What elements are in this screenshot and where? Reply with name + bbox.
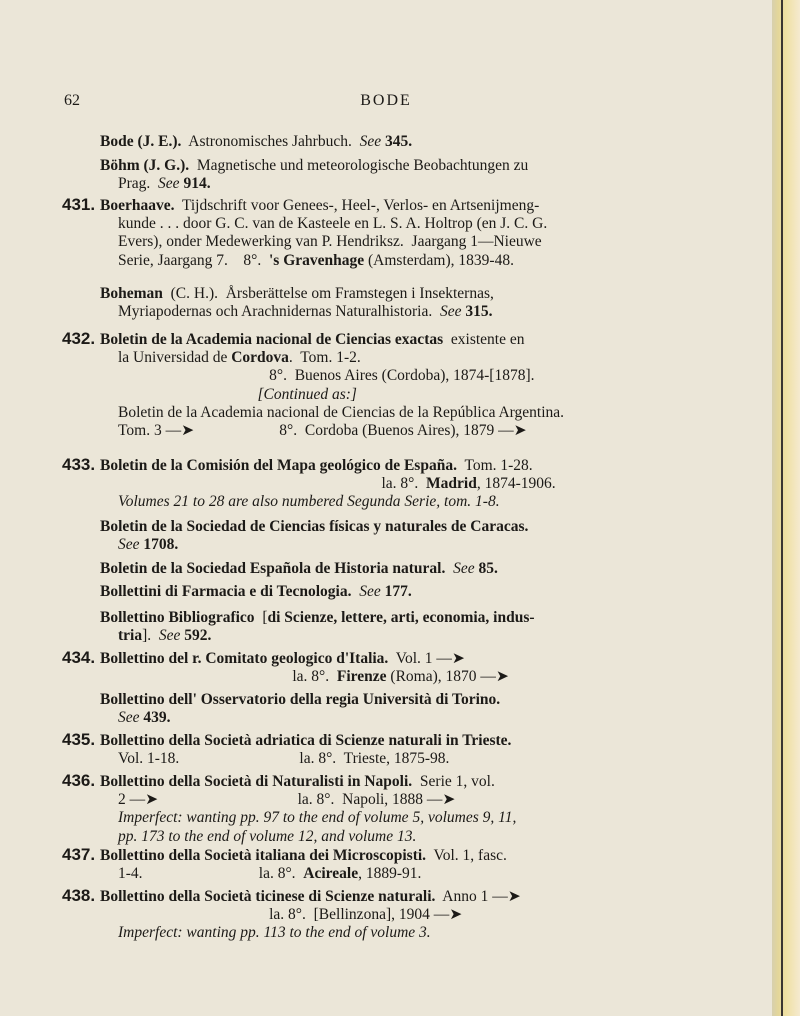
text-run: Tijdschrift voor Genees-, Heel-, Verlos- en Artsenijmeng- bbox=[174, 197, 540, 214]
text-run: See bbox=[439, 303, 462, 321]
entry-line bbox=[100, 331, 525, 349]
text-run: (Roma), 1870 —➤ bbox=[386, 668, 509, 686]
entry-line bbox=[118, 386, 357, 404]
text-run: tria bbox=[118, 627, 143, 645]
text-run: See bbox=[359, 133, 382, 150]
entry-line bbox=[100, 518, 528, 536]
text-run: la. 8°. bbox=[118, 475, 427, 493]
text-run: Bollettino del r. Comitato geologico d'Italia. bbox=[100, 650, 389, 667]
text-run: See bbox=[359, 583, 381, 600]
text-run: Böhm (J. G.). bbox=[100, 157, 190, 174]
entry-number: 436. bbox=[62, 771, 96, 790]
text-run: 177. bbox=[380, 583, 412, 600]
text-run: Vol. 1 —➤ bbox=[388, 650, 465, 667]
text-run: Imperfect: wanting pp. 97 to the end of volume 5, volumes 9, 11, bbox=[118, 809, 517, 827]
entry-line bbox=[118, 750, 449, 768]
text-run: Serie 1, vol. bbox=[412, 773, 495, 790]
text-run: (Amsterdam), 1839-48. bbox=[364, 251, 514, 269]
text-run: ]. bbox=[142, 627, 159, 645]
text-run: Boletin de la Academia nacional de Ciencias de la República Argentina. bbox=[118, 403, 565, 421]
entry-line bbox=[118, 215, 547, 233]
text-run: 's Gravenhage bbox=[268, 251, 365, 269]
text-run: Bollettino della Società di Naturalisti in Napoli. bbox=[100, 773, 413, 790]
text-run: Imperfect: wanting pp. 113 to the end of volume 3. bbox=[118, 924, 431, 942]
text-run: Boletin de la Sociedad de Ciencias físicas y naturales de Caracas. bbox=[100, 518, 529, 535]
entry-line bbox=[100, 197, 539, 215]
text-run: Anno 1 —➤ bbox=[435, 888, 521, 905]
entry-number: 438. bbox=[62, 886, 96, 905]
text-run: [ bbox=[254, 609, 268, 626]
text-run: Tom. 3 —➤ 8°. Cordoba (Buenos Aires), 1879 —➤ bbox=[118, 422, 527, 439]
page-number: 62 bbox=[64, 92, 80, 109]
entry-number: 431. bbox=[62, 195, 96, 214]
entry-line bbox=[100, 560, 498, 578]
entry-line bbox=[100, 888, 521, 906]
text-run: Bollettino dell' Osservatorio della regia Università di Torino. bbox=[100, 691, 501, 708]
entry-line bbox=[118, 493, 500, 511]
entry-line bbox=[100, 583, 412, 601]
entry-number: 437. bbox=[62, 845, 96, 864]
text-run: Bollettini di Farmacia e di Tecnologia. bbox=[100, 583, 352, 600]
entry-line bbox=[100, 285, 494, 303]
entry-line bbox=[118, 303, 492, 321]
entry-line bbox=[100, 133, 412, 151]
text-run: See bbox=[453, 560, 475, 577]
text-run: la. 8°. [Bellinzona], 1904 —➤ bbox=[118, 906, 463, 924]
text-run: 592. bbox=[180, 627, 212, 645]
entry-line bbox=[100, 609, 535, 627]
text-run: (C. H.). Årsberättelse om Framstegen i Insekternas, bbox=[162, 285, 494, 302]
text-run: pp. 173 to the end of volume 12, and volume 13. bbox=[118, 827, 417, 845]
entry-line bbox=[118, 175, 211, 193]
text-run: Acireale bbox=[303, 865, 359, 883]
text-run: Vol. 1-18. la. 8°. Trieste, 1875-98. bbox=[118, 750, 450, 768]
text-run: Bollettino della Società ticinese di Scienze naturali. bbox=[100, 888, 436, 905]
entry-line bbox=[100, 732, 511, 750]
entry-line bbox=[118, 668, 509, 686]
entry-line bbox=[100, 847, 507, 865]
entry-number: 434. bbox=[62, 648, 96, 667]
text-run: Myriapodernas och Arachnidernas Naturalhistoria. bbox=[118, 303, 440, 321]
text-run: 345. bbox=[381, 133, 413, 150]
entry-line bbox=[118, 404, 564, 422]
entry-line bbox=[118, 536, 178, 554]
text-run: 85. bbox=[474, 560, 498, 577]
entry-line bbox=[100, 457, 533, 475]
text-run: Prag. bbox=[118, 175, 159, 193]
entry-line bbox=[118, 627, 211, 645]
text-run: Evers), onder Medewerking van P. Hendriksz. Jaargang 1—Nieuwe bbox=[118, 233, 542, 251]
page-edge bbox=[772, 0, 800, 1016]
entry-line bbox=[118, 791, 455, 809]
text-run: See bbox=[118, 709, 140, 727]
running-title: BODE bbox=[360, 92, 412, 109]
entry-line bbox=[118, 252, 514, 270]
text-run: Bollettino della Società adriatica di Scienze naturali in Trieste. bbox=[100, 732, 512, 749]
text-run: Boletin de la Academia nacional de Ciencias exactas bbox=[100, 331, 444, 348]
text-run: Volumes 21 to 28 are also numbered Segunda Serie, tom. 1-8. bbox=[118, 493, 500, 511]
text-run: 2 —➤ la. 8°. Napoli, 1888 —➤ bbox=[118, 791, 456, 809]
text-run: Cordova bbox=[231, 349, 289, 367]
text-run: Boheman bbox=[100, 285, 163, 302]
entry-line bbox=[118, 828, 416, 846]
text-run: 1-4. la. 8°. bbox=[118, 865, 304, 883]
text-run: Firenze bbox=[336, 668, 387, 686]
text-run: la. 8°. bbox=[118, 668, 337, 686]
text-run: 315. bbox=[461, 303, 493, 321]
text-run: Vol. 1, fasc. bbox=[426, 847, 507, 864]
entry-number: 435. bbox=[62, 730, 96, 749]
text-run: 914. bbox=[179, 175, 211, 193]
text-run: la Universidad de bbox=[118, 349, 232, 367]
text-run: Bollettino Bibliografico bbox=[100, 609, 255, 626]
entry-number: 433. bbox=[62, 455, 96, 474]
text-run bbox=[445, 560, 453, 577]
entry-line bbox=[118, 475, 556, 493]
entry-line bbox=[100, 691, 500, 709]
entry-line bbox=[100, 650, 465, 668]
entry-line bbox=[118, 422, 527, 440]
entry-line bbox=[100, 773, 495, 791]
entry-line bbox=[118, 865, 421, 883]
page-header bbox=[0, 92, 772, 118]
text-run: See bbox=[118, 536, 140, 554]
text-run: Madrid bbox=[426, 475, 477, 493]
entry-line bbox=[100, 157, 528, 175]
text-run: Bode (J. E.). bbox=[100, 133, 182, 150]
text-run: 1708. bbox=[139, 536, 179, 554]
text-run: [Continued as:] bbox=[118, 385, 357, 403]
text-run: Magnetische und meteorologische Beobachtungen zu bbox=[189, 157, 529, 174]
text-run: Tom. 1-28. bbox=[456, 457, 533, 474]
text-run: Astronomisches Jahrbuch. bbox=[181, 133, 360, 150]
entry-line bbox=[118, 906, 462, 924]
text-run: Bollettino della Società italiana dei Microscopisti. bbox=[100, 847, 427, 864]
text-run: di Scienze, lettere, arti, economia, indus- bbox=[267, 609, 535, 626]
text-run: Boerhaave. bbox=[100, 197, 175, 214]
text-run: 439. bbox=[139, 709, 171, 727]
text-run: . Tom. 1-2. bbox=[288, 349, 361, 367]
text-run: 8°. Buenos Aires (Cordoba), 1874-[1878]. bbox=[118, 367, 535, 385]
entry-line bbox=[118, 233, 542, 251]
text-run: Boletin de la Comisión del Mapa geológico de España. bbox=[100, 457, 457, 474]
text-run: Serie, Jaargang 7. 8°. bbox=[118, 251, 269, 269]
entry-number: 432. bbox=[62, 329, 96, 348]
text-run: Boletin de la Sociedad Española de Historia natural. bbox=[100, 560, 446, 577]
entry-line bbox=[118, 809, 516, 827]
text-run: , 1889-91. bbox=[358, 865, 422, 883]
page-edge-line bbox=[781, 0, 783, 1016]
entry-line bbox=[118, 367, 534, 385]
text-run: existente en bbox=[443, 331, 525, 348]
text-run: , 1874-1906. bbox=[476, 475, 556, 493]
entry-line bbox=[118, 709, 171, 727]
text-run: kunde . . . door G. C. van de Kasteele en L. S. A. Holtrop (en J. C. G. bbox=[118, 215, 548, 233]
text-run: See bbox=[158, 627, 181, 645]
text-run: See bbox=[158, 175, 180, 193]
entry-line bbox=[118, 924, 431, 942]
entry-line bbox=[118, 349, 361, 367]
